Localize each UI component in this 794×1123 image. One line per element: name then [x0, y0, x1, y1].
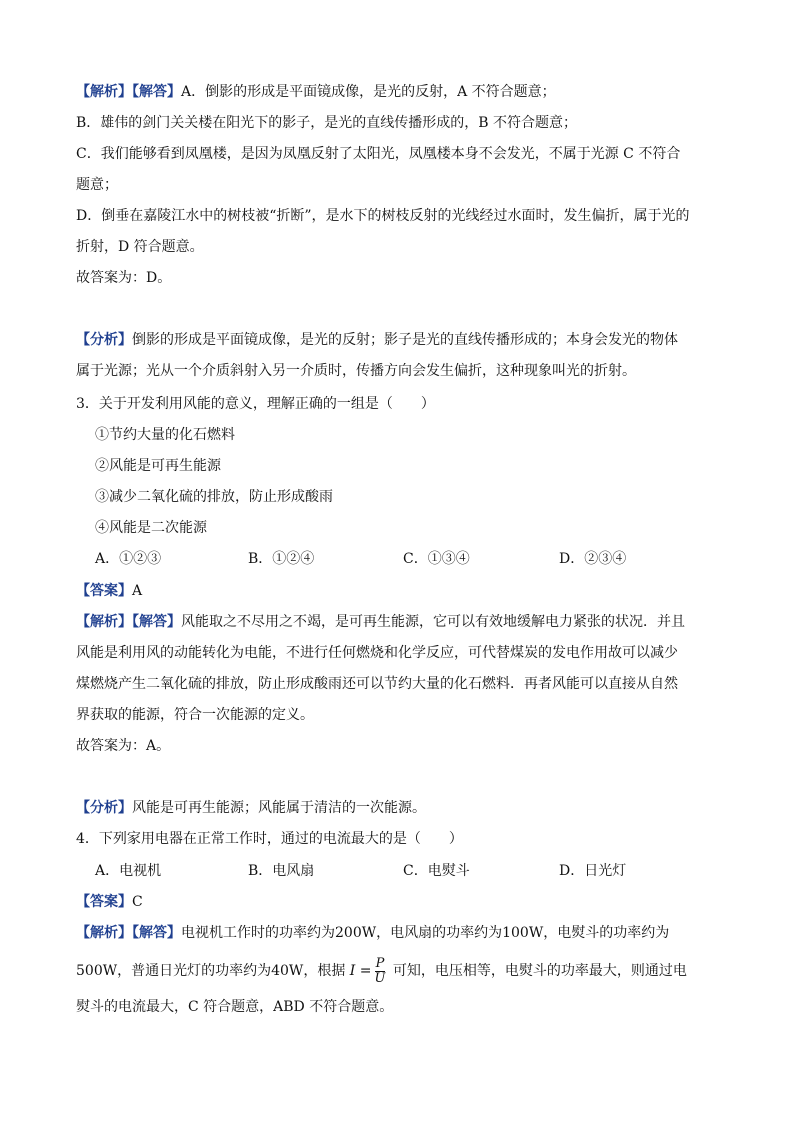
formula-denominator: U — [374, 970, 386, 986]
q4-options — [95, 862, 715, 880]
fenxi-tag: 【分析】 — [76, 800, 132, 816]
q4-jiexi-text-1: 电视机工作时的功率约为200W，电风扇的功率约为100W，电熨斗的功率约为 — [181, 925, 670, 941]
q2-jiexi-line-1 — [76, 83, 726, 101]
formula-lhs: I = — [349, 963, 372, 979]
q3-answer — [76, 582, 726, 600]
q3-item-2: ②风能是可再生能源 — [95, 458, 221, 474]
q2-answer-line: 故答案为：D。 — [76, 270, 172, 286]
jiexi-tag: 【解析】 — [76, 84, 132, 100]
q3-answer-line: 故答案为：A。 — [76, 738, 171, 754]
q4-answer — [76, 893, 726, 911]
q2-line-c-cont: 题意； — [76, 177, 118, 193]
formula-numerator: P — [375, 955, 385, 971]
q2-line-b: B．雄伟的剑门关关楼在阳光下的影子，是光的直线传播形成的，B 不符合题意； — [76, 115, 578, 131]
jieda-tag: 【解答】 — [132, 925, 181, 941]
jieda-tag: 【解答】 — [132, 84, 181, 100]
q4-option-d: D．日光灯 — [559, 863, 627, 879]
q3-item-4: ④风能是二次能源 — [95, 520, 207, 536]
q3-fenxi-text: 风能是可再生能源；风能属于清洁的一次能源。 — [132, 800, 426, 816]
q3-jiexi-line-3: 煤燃烧产生二氧化硫的排放，防止形成酸雨还可以节约大量的化石燃料．再者风能可以直接从自然 — [76, 676, 678, 692]
answer-tag: 【答案】 — [76, 894, 132, 910]
q3-fenxi — [76, 799, 726, 817]
q2-line-d-cont: 折射，D 符合题意。 — [76, 239, 204, 255]
answer-tag: 【答案】 — [76, 583, 132, 599]
q2-fenxi-text-1: 倒影的形成是平面镜成像，是光的反射；影子是光的直线传播形成的；本身会发光的物体 — [132, 332, 678, 348]
q3-item-1: ①节约大量的化石燃料 — [95, 427, 235, 443]
jiexi-tag: 【解析】 — [76, 925, 132, 941]
q3-jiexi-line-2: 风能是利用风的动能转化为电能，不进行任何燃烧和化学反应，可代替煤炭的发电作用故可以减少 — [76, 645, 678, 661]
q3-jiexi-line-4: 界获取的能源，符合一次能源的定义。 — [76, 707, 314, 723]
q3-option-c: C．①③④ — [403, 551, 470, 567]
q2-line-c: C．我们能够看到凤凰楼，是因为凤凰反射了太阳光，凤凰楼本身不会发光，不属于光源 C 不符合 — [76, 146, 681, 162]
q3-answer-value: A — [132, 583, 143, 599]
q2-line-a: A．倒影的形成是平面镜成像，是光的反射，A 不符合题意； — [181, 84, 556, 100]
q3-jiexi-line-1 — [76, 613, 726, 631]
q4-option-c: C．电熨斗 — [403, 863, 470, 879]
formula-fraction — [375, 957, 386, 986]
q4-option-a: A．电视机 — [95, 863, 162, 879]
q3-option-b: B．①②④ — [248, 551, 315, 567]
q4-text-after-formula: 可知，电压相等，电熨斗的功率最大，则通过电 — [392, 963, 687, 979]
q2-fenxi-line-1 — [76, 331, 726, 349]
q4-jiexi-line-3: 熨斗的电流最大，C 符合题意，ABD 不符合题意。 — [76, 999, 394, 1015]
q3-options — [95, 550, 715, 568]
q3-stem: 3．关于开发利用风能的意义，理解正确的一组是（ ） — [76, 396, 435, 412]
q3-option-d: D．②③④ — [559, 551, 627, 567]
jiexi-tag: 【解析】 — [76, 614, 132, 630]
q4-stem: 4．下列家用电器在正常工作时，通过的电流最大的是（ ） — [76, 831, 463, 847]
jieda-tag: 【解答】 — [132, 614, 181, 630]
q4-jiexi-line-2 — [76, 956, 726, 986]
q4-answer-value: C — [132, 894, 143, 910]
q4-jiexi-line-1 — [76, 924, 726, 942]
q2-line-d: D．倒垂在嘉陵江水中的树枝被“折断”，是水下的树枝反射的光线经过水面时，发生偏折，属于光的 — [76, 208, 690, 224]
q4-option-b: B．电风扇 — [248, 863, 315, 879]
q4-text-before-formula: 500W，普通日光灯的功率约为40W，根据 — [76, 963, 346, 979]
fenxi-tag: 【分析】 — [76, 332, 132, 348]
q3-item-3: ③减少二氧化硫的排放，防止形成酸雨 — [95, 489, 333, 505]
q2-fenxi-line-2: 属于光源；光从一个介质斜射入另一介质时，传播方向会发生偏折，这种现象叫光的折射。 — [76, 363, 636, 379]
q3-jiexi-text-1: 风能取之不尽用之不竭，是可再生能源，它可以有效地缓解电力紧张的状况．并且 — [181, 614, 685, 630]
q3-option-a: A．①②③ — [95, 551, 162, 567]
